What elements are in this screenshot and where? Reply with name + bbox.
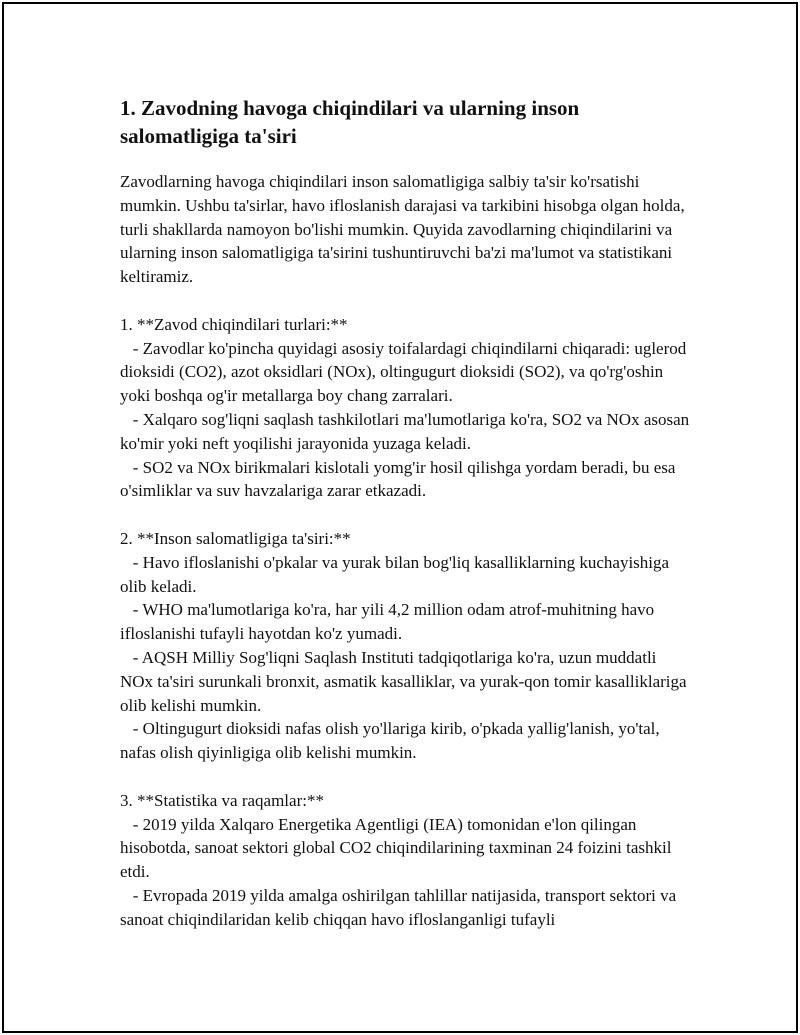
document-body <box>120 94 690 932</box>
bullet-2-4 <box>120 717 690 765</box>
bullet-1-3 <box>120 456 690 504</box>
page-frame <box>2 2 798 1033</box>
document-title: 1. Zavodning havoga chiqindilari va ularning inson salomatligiga ta'siri <box>120 96 580 148</box>
intro-paragraph: Zavodlarning havoga chiqindilari inson salomatligiga salbiy ta'sir ko'rsatishi mumkin. Ushbu ta'sirlar, havo ifloslanish darajasi va tarkibini hisobga olgan holda, turli shakllarda namoyon bo'lishi mumkin. Quyida zavodlarning chiqindilarini va ularning inson salomatligiga ta'sirini tushuntiruvchi ba'zi ma'lumot va statistikani keltiramiz. <box>120 172 685 287</box>
bullet-text: - WHO ma'lumotlariga ko'ra, har yili 4,2 million odam atrof-muhitning havo ifloslanishi tufayli hayotdan ko'z yumadi. <box>120 600 655 644</box>
spacer <box>120 503 690 527</box>
section-heading-1: 1. **Zavod chiqindilari turlari:** <box>120 314 348 334</box>
bullet-text: - Zavodlar ko'pincha quyidagi asosiy toifalardagi chiqindilarni chiqaradi: uglerod dioksidi (CO2), azot oksidlari (NOx), oltingugurt dioksidi (SO2), va qo'rg'oshin yoki boshqa og'ir metallarga boy chang zarralari. <box>120 338 687 406</box>
bullet-text: - Evropada 2019 yilda amalga oshirilgan tahlillar natijasida, transport sektori va sanoat chiqindilaridan kelib chiqqan havo ifloslanganligi tufayli <box>120 885 677 929</box>
bullet-text: - 2019 yilda Xalqaro Energetika Agentligi (IEA) tomonidan e'lon qilingan hisobotda, sanoat sektori global CO2 chiqindilarining taxminan 24 foizini tashkil etdi. <box>120 814 672 882</box>
bullet-text: - Havo ifloslanishi o'pkalar va yurak bilan bog'liq kasalliklarning kuchayishiga olib keladi. <box>120 552 670 596</box>
bullet-2-3 <box>120 646 690 717</box>
bullet-2-2 <box>120 598 690 646</box>
bullet-3-2 <box>120 884 690 932</box>
bullet-text: - AQSH Milliy Sog'liqni Saqlash Instituti tadqiqotlariga ko'ra, uzun muddatli NOx ta'siri surunkali bronxit, asmatik kasalliklar, va yurak-qon tomir kasalliklariga olib kelishi mumkin. <box>120 647 687 715</box>
bullet-text: - Xalqaro sog'liqni saqlash tashkilotlari ma'lumotlariga ko'ra, SO2 va NOx asosan ko'mir yoki neft yoqilishi jarayonida yuzaga keladi. <box>120 409 690 453</box>
bullet-3-1 <box>120 813 690 884</box>
bullet-1-1 <box>120 337 690 408</box>
bullet-text: - Oltingugurt dioksidi nafas olish yo'llariga kirib, o'pkada yallig'lanish, yo'tal, nafas olish qiyinligiga olib kelishi mumkin. <box>120 719 660 763</box>
section-heading-3: 3. **Statistika va raqamlar:** <box>120 790 324 810</box>
spacer <box>120 289 690 313</box>
bullet-text: - SO2 va NOx birikmalari kislotali yomg'ir hosil qilishga yordam beradi, bu esa o'simliklar va suv havzalariga zarar etkazadi. <box>120 457 676 501</box>
section-heading-2: 2. **Inson salomatligiga ta'siri:** <box>120 528 351 548</box>
bullet-1-2 <box>120 408 690 456</box>
spacer <box>120 765 690 789</box>
bullet-2-1 <box>120 551 690 599</box>
